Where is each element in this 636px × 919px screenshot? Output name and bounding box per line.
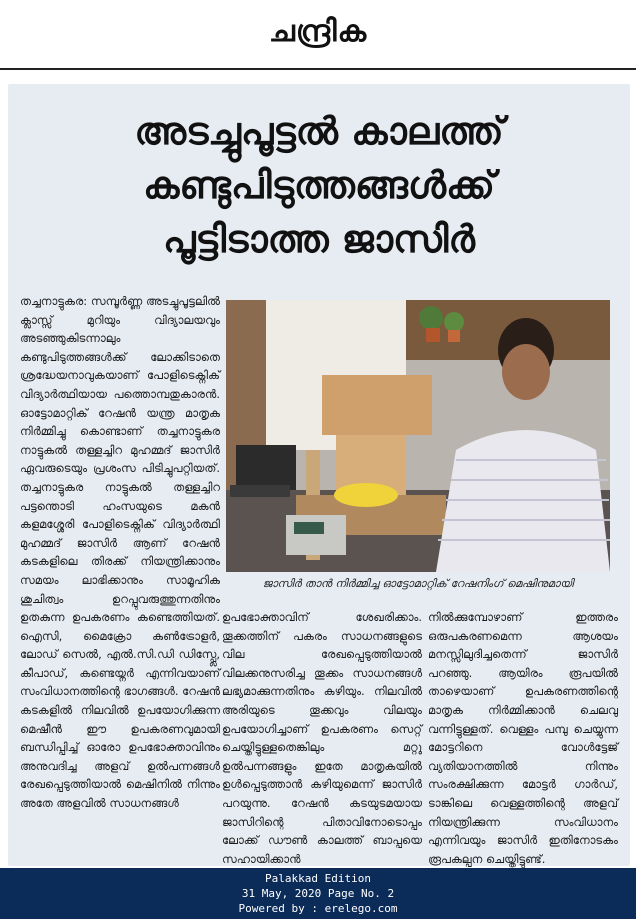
masthead-divider xyxy=(0,68,636,70)
headline-line-2: കണ്ടുപിടുത്തങ്ങൾക്ക് xyxy=(143,163,495,207)
edition-name: Palakkad Edition xyxy=(265,872,371,885)
article-headline xyxy=(8,104,630,266)
article-column-1: തച്ചനാട്ടുകര: സമ്പൂർണ്ണ അടച്ചുപൂട്ടലിൽ ക്ലാസ്സ് മുറിയും വിദ്യാലയവും അടഞ്ഞുകിടന്നാലും കണ്ടുപിടുത്തങ്ങൾക്ക് ലോക്കിടാതെ ശ്രദ്ധേയനാവുകയാണ് പോളിടെക്നിക് വിദ്യാർത്ഥിയായ പത്തൊമ്പതുകാരൻ. ഓട്ടോമാറ്റിക് റേഷൻ യന്ത്ര മാതൃക നിർമ്മിച്ചു കൊണ്ടാണ് തച്ചനാട്ടുകര നാട്ടുകൽ തള്ളച്ചിറ മുഹമ്മദ് ജാസിർ ഏവരുടെയും പ്രശംസ പിടിച്ചുപറ്റിയത്. തച്ചനാട്ടുകര നാട്ടുകൽ തള്ളച്ചിറ പട്ടന്തൊടി ഹംസയുടെ മകൻ കളമശ്ശേരി പോളിടെക്നിക് വിദ്യാർത്ഥി മുഹമ്മദ് ജാസിർ ആണ് റേഷൻ കടകളിലെ തിരക്ക് നിയന്ത്രിക്കാനും സമയം ലാഭിക്കാനും സാമൂഹിക ശുചിത്വം ഉറപ്പുവരുത്തുന്നതിനും ഉതകുന്ന ഉപകരണം കണ്ടെത്തിയത്. ഐസി, മൈക്രോ കൺട്രോളർ, ലോഡ് സെൽ, എൽ.സി.ഡി ഡിസ്പ്ലേ, കീപാഡ്, കണ്ടെയ്നർ എന്നിവയാണ് സംവിധാനത്തിന്റെ ഭാഗങ്ങൾ. റേഷൻ കടകളിൽ നിലവിൽ ഉപയോഗിക്കുന്ന മെഷീൻ ഈ ഉപകരണവുമായി ബന്ധിപ്പിച്ച് ഓരോ ഉപഭോക്താവിനും അനുവദിച്ച അളവ് ഉൽപന്നങ്ങൾ രേഖപ്പെടുത്തിയാൽ മെഷിനിൽ നിന്നും അതേ അളവിൽ സാധനങ്ങൾ xyxy=(20,294,220,811)
photo-caption: ജാസിർ താൻ നിർമ്മിച്ച ഓട്ടോമാറ്റിക് റേഷനിംഗ് മെഷിനുമായി xyxy=(262,577,574,590)
date-page: 31 May, 2020 Page No. 2 xyxy=(241,887,395,900)
article-clipping xyxy=(8,84,630,866)
masthead xyxy=(0,0,636,70)
article-column-3: നിൽക്കുമ്പോഴാണ് ഇത്തരം ഒരുപകരണമെന്ന ആശയം മനസ്സിലുദിച്ചതെന്ന് ജാസിർ പറഞ്ഞു. ആയിരം രൂപയിൽ താഴെയാണ് ഉപകരണത്തിന്റെ മാതൃക നിർമ്മിക്കാൻ ചെലവു വന്നിട്ടുള്ളത്. വെള്ളം പമ്പു ചെയ്യുന്ന മോട്ടറിനെ വോൾട്ടേജ് വ്യതിയാനത്തിൽ നിന്നും സംരക്ഷിക്കുന്ന മോട്ടർ ഗാർഡ്, ടാങ്കിലെ വെള്ളത്തിന്റെ അളവ് നിയന്ത്രിക്കുന്ന സംവിധാനം എന്നിവയും ജാസിർ ഇതിനോടകം രൂപകല്പന ചെയ്തിട്ടുണ്ട്. xyxy=(428,610,618,866)
powered-by-link[interactable]: Powered by : erelego.com xyxy=(238,902,398,915)
edition-footer xyxy=(0,868,636,919)
headline-line-1: അടച്ചുപൂട്ടൽ കാലത്ത് xyxy=(134,109,504,153)
article-photo xyxy=(226,300,610,572)
headline-line-3: പൂട്ടിടാത്ത ജാസിർ xyxy=(162,217,476,261)
newspaper-name: ചന്ദ്രിക xyxy=(268,14,368,49)
article-column-2: ഉപഭോക്താവിന് ശേഖരിക്കാം. തൂക്കത്തിന് പകരം സാധനങ്ങളുടെ വില രേഖപ്പെടുത്തിയാൽ വിലക്കനുസരിച്ച തൂക്കം സാധനങ്ങൾ ലഭ്യമാക്കുന്നതിനും കഴിയും. നിലവിൽ അരിയുടെ തൂക്കവും വിലയും ഉപയോഗിച്ചാണ് ഉപകരണം സെറ്റ് ചെയ്തിട്ടുള്ളതെങ്കിലും മറ്റു ഉൽപന്നങ്ങളും ഇതേ മാതൃകയിൽ ഉൾപ്പെടുത്താൻ കഴിയുമെന്ന് ജാസിർ പറയുന്നു. റേഷൻ കടയുടമയായ ജാസിറിന്റെ പിതാവിനോടൊപ്പം ലോക്ക് ഡൗൺ കാലത്ത് ബാപ്പയെ സഹായിക്കാൻ xyxy=(222,610,422,866)
